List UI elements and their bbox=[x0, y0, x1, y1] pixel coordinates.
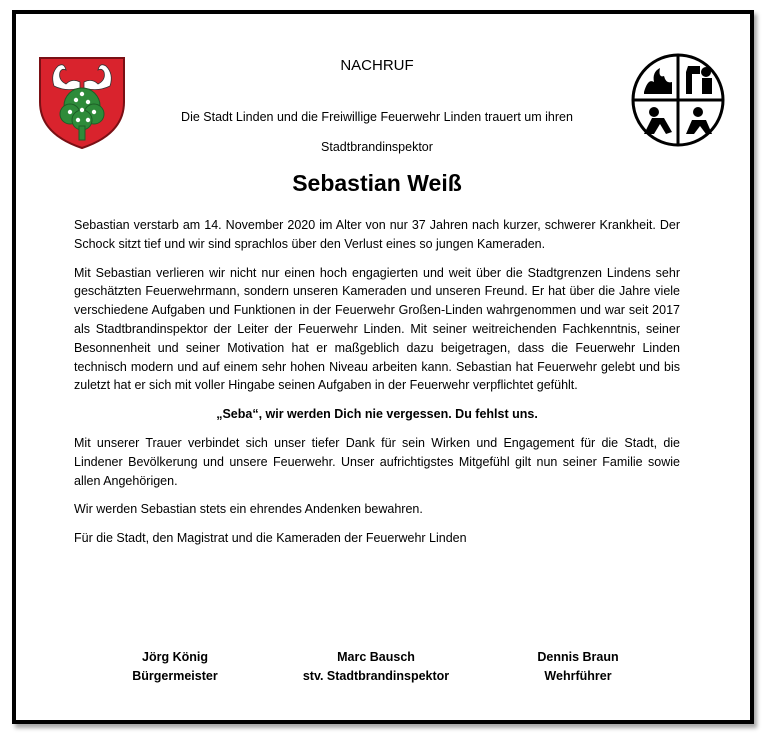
paragraph: Wir werden Sebastian stets ein ehrendes Andenken bewahren. bbox=[74, 502, 423, 517]
intro-line: Die Stadt Linden und die Freiwillige Feuerwehr Linden trauert um ihren bbox=[181, 110, 573, 124]
firefighter-emblem-icon bbox=[630, 52, 726, 148]
paragraph: Sebastian verstarb am 14. November 2020 im Alter von nur 37 Jahren nach kurzer, schwerer Krankheit. Der Schock sitzt tief und wir sind sprachlos über den Verlust eines so jungen Kameraden. bbox=[74, 218, 680, 251]
paragraph: Mit unserer Trauer verbindet sich unser tiefer Dank für sein Wirken und Engagement für die Stadt, die Lindener Bevölkerung und unsere Feuerwehr. Unser aufrichtigstes Mitgefühl gilt nun seiner Familie sowie allen Angehörigen. bbox=[74, 435, 680, 488]
deceased-name: Sebastian Weiß bbox=[292, 170, 462, 196]
signature-block bbox=[95, 648, 255, 686]
signatory-name: Marc Bausch bbox=[337, 650, 415, 664]
farewell-quote: „Seba“, wir werden Dich nie vergessen. Du fehlst uns. bbox=[216, 407, 538, 422]
signatory-role: Bürgermeister bbox=[132, 669, 218, 683]
paragraph: Mit Sebastian verlieren wir nicht nur einen hoch engagierten und weit über die Stadtgrenzen Lindens sehr geschätzten Feuerwehrmann, sondern unseren Kameraden und unseren Freund. Er hat über die Jahre viele verschiedene Aufgaben und Funktionen in der Feuerwehr Großen-Linden wahrgenommen und war seit 2017 als Stadtbrandinspektor der Leiter der Feuerwehr Linden. Mit seiner weitreichenden Fachkenntnis, seiner Besonnenheit und seiner Motivation hat er maßgeblich dazu beigetragen, dass die Feuerwehr Linden technisch modern und auf einem sehr hohen Niveau arbeiten kann. Sebastian hat Feuerwehr gelebt und bis zuletzt hat er sich mit voller Hingabe seinen Aufgaben in der Feuerwehr verpflichtet gefühlt. bbox=[74, 265, 680, 393]
rank-line: Stadtbrandinspektor bbox=[321, 140, 433, 154]
paragraph: Für die Stadt, den Magistrat und die Kameraden der Feuerwehr Linden bbox=[74, 531, 467, 546]
signatory-name: Dennis Braun bbox=[537, 650, 619, 664]
obituary-body bbox=[74, 216, 680, 558]
signatory-role: stv. Stadtbrandinspektor bbox=[302, 669, 450, 683]
signature-block bbox=[276, 648, 476, 686]
signatory-name: Jörg König bbox=[142, 650, 208, 664]
signature-block bbox=[498, 648, 658, 686]
signatory-role: Wehrführer bbox=[544, 669, 612, 683]
page-title: NACHRUF bbox=[340, 57, 414, 74]
coat-of-arms-linden-icon bbox=[36, 52, 128, 152]
